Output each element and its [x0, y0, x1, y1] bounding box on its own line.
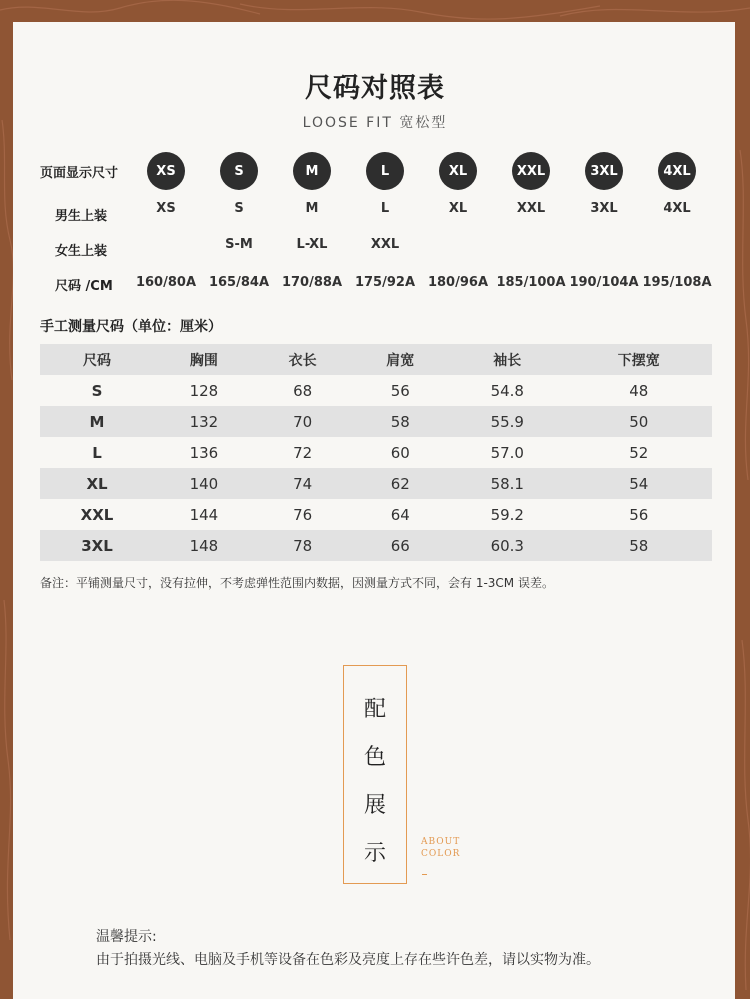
- table-cell: 58: [629, 536, 649, 555]
- size-circle-3xl: 3XL: [585, 152, 623, 190]
- cm-size-cell: 180/96A: [427, 275, 489, 290]
- size-circle-l: L: [366, 152, 404, 190]
- table-row: [40, 530, 712, 561]
- men-size-cell: S: [234, 201, 244, 216]
- table-cell: 60.3: [490, 536, 524, 555]
- color-title-char: 展: [363, 793, 386, 818]
- table-cell: 140: [189, 474, 219, 493]
- table-cell: 76: [293, 505, 313, 524]
- size-circle-4xl: 4XL: [658, 152, 696, 190]
- men-size-cell: XS: [156, 201, 176, 216]
- table-header-cell: 袖长: [493, 352, 522, 369]
- size-circle-m: M: [293, 152, 331, 190]
- cm-size-cell: 170/88A: [281, 275, 343, 290]
- men-size-cell: XXL: [516, 201, 546, 216]
- table-cell: 132: [189, 412, 219, 431]
- table-cell: 48: [629, 381, 649, 400]
- table-cell: 74: [293, 474, 313, 493]
- table-cell: 57.0: [490, 443, 524, 462]
- table-header-cell: 下摆宽: [617, 352, 660, 369]
- row-label-display-size: 页面显示尺寸: [40, 166, 119, 181]
- table-cell: 56: [629, 505, 649, 524]
- cm-size-cell: 160/80A: [135, 275, 197, 290]
- measurement-table: [40, 344, 712, 561]
- row-label-men: 男生上装: [55, 209, 108, 224]
- table-cell: 136: [189, 443, 219, 462]
- men-size-cell: 3XL: [590, 201, 618, 216]
- table-header-row: [40, 344, 712, 375]
- table-cell: 78: [293, 536, 313, 555]
- table-cell: XL: [86, 474, 108, 493]
- table-cell: 55.9: [490, 412, 524, 431]
- about-color-label: [421, 836, 460, 860]
- table-header-cell: 尺码: [83, 352, 111, 369]
- size-circle-xs: XS: [147, 152, 185, 190]
- table-cell: 59.2: [490, 505, 524, 524]
- table-cell: 68: [293, 381, 313, 400]
- women-size-cell: L-XL: [296, 237, 328, 252]
- table-cell: 62: [390, 474, 410, 493]
- cm-size-cell: 190/104A: [569, 275, 639, 290]
- color-title-char: 示: [363, 841, 386, 866]
- table-row: [40, 406, 712, 437]
- table-cell: 70: [293, 412, 313, 431]
- table-header-cell: 胸围: [189, 352, 218, 369]
- page-subtitle: LOOSE FIT 宽松型: [302, 115, 448, 131]
- men-size-cell: XL: [448, 201, 468, 216]
- men-size-cell: M: [305, 201, 319, 216]
- table-row: [40, 499, 712, 530]
- women-size-cell: XXL: [370, 237, 400, 252]
- table-cell: 52: [629, 443, 649, 462]
- size-circle-s: S: [220, 152, 258, 190]
- table-cell: 56: [390, 381, 410, 400]
- color-line: COLOR: [421, 849, 461, 859]
- women-size-cell: S-M: [225, 237, 253, 252]
- tips-text: 由于拍摄光线、电脑及手机等设备在色彩及亮度上存在些许色差，请以实物为准。: [96, 952, 600, 968]
- table-cell: 58: [390, 412, 410, 431]
- table-header-cell: 肩宽: [386, 352, 415, 369]
- measurement-title: 手工测量尺码（单位：厘米）: [40, 319, 222, 335]
- table-cell: 144: [189, 505, 219, 524]
- table-cell: 54: [629, 474, 649, 493]
- color-display-box: [343, 665, 407, 884]
- men-size-cell: L: [380, 201, 390, 216]
- table-header-cell: 衣长: [288, 352, 317, 369]
- table-cell: L: [92, 443, 102, 462]
- table-cell: M: [89, 412, 105, 431]
- table-row: [40, 468, 712, 499]
- table-cell: S: [91, 381, 103, 400]
- table-cell: 72: [293, 443, 313, 462]
- table-row: [40, 375, 712, 406]
- table-cell: 64: [390, 505, 410, 524]
- row-label-women: 女生上装: [55, 244, 108, 259]
- table-cell: 58.1: [490, 474, 524, 493]
- tips-label: 温馨提示:: [96, 929, 157, 945]
- table-cell: 54.8: [490, 381, 524, 400]
- size-circle-xl: XL: [439, 152, 477, 190]
- page-title: 尺码对照表: [305, 73, 445, 104]
- table-cell: 148: [189, 536, 219, 555]
- measurement-note: 备注：平铺测量尺寸，没有拉伸，不考虑弹性范围内数据，因测量方式不同，会有 1-3CM 误差。: [40, 576, 554, 590]
- men-size-cell: 4XL: [663, 201, 691, 216]
- cm-size-cell: 195/108A: [642, 275, 712, 290]
- color-title-char: 配: [363, 697, 386, 722]
- row-label-cm: 尺码 /CM: [55, 279, 113, 294]
- cm-size-cell: 185/100A: [496, 275, 566, 290]
- cm-size-cell: 165/84A: [208, 275, 270, 290]
- table-cell: 60: [390, 443, 410, 462]
- size-circle-xxl: XXL: [512, 152, 550, 190]
- table-cell: XXL: [80, 505, 114, 524]
- table-cell: 3XL: [81, 536, 113, 555]
- cm-size-cell: 175/92A: [354, 275, 416, 290]
- about-line: ABOUT: [421, 837, 461, 847]
- accent-dash: [422, 874, 427, 875]
- table-cell: 50: [629, 412, 649, 431]
- table-row: [40, 437, 712, 468]
- table-cell: 66: [390, 536, 410, 555]
- table-cell: 128: [189, 381, 219, 400]
- color-title-char: 色: [363, 745, 386, 770]
